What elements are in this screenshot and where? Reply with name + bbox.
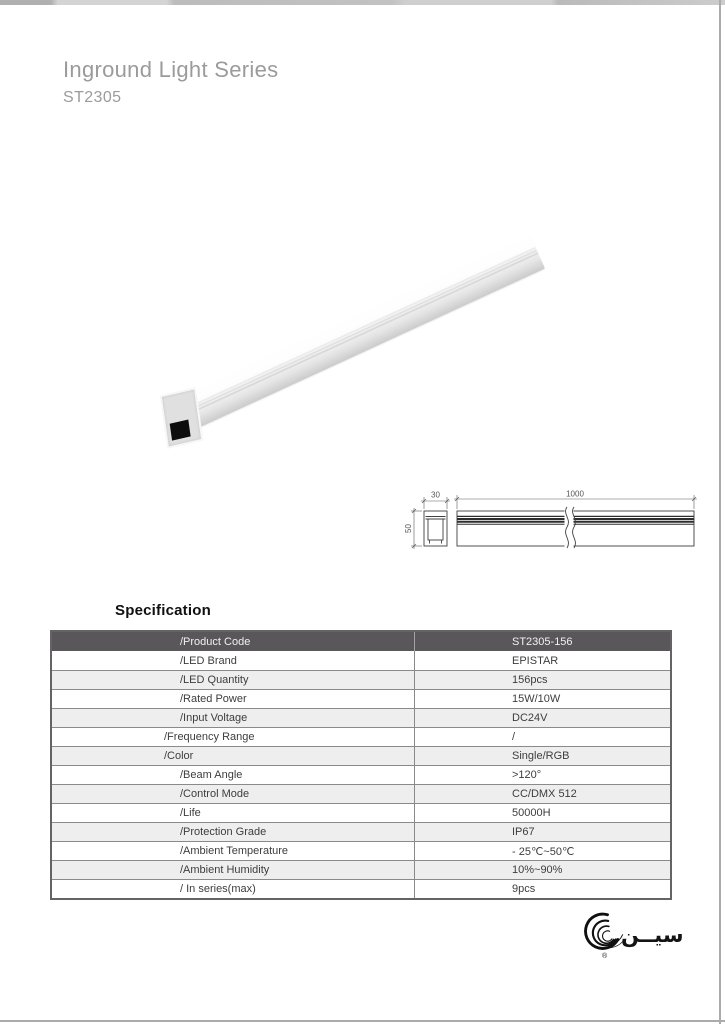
dim-height-label: 50 [404, 524, 413, 533]
brand-swirl-icon [580, 909, 624, 959]
top-decorative-strip [0, 0, 725, 5]
specification-table [50, 630, 672, 900]
spec-row-label: /LED Quantity [52, 671, 415, 689]
spec-row [52, 746, 670, 765]
spec-header-value: ST2305-156 [512, 635, 573, 648]
spec-row-value: 9pcs [512, 883, 536, 895]
brand-logo [580, 908, 690, 966]
spec-row-value: >120° [512, 769, 542, 781]
spec-row-label: /Ambient Humidity [52, 861, 415, 879]
spec-row-value: 15W/10W [512, 693, 561, 705]
spec-row-value: 50000H [512, 807, 551, 819]
spec-row-value: - 25℃~50℃ [512, 845, 575, 858]
specification-heading: Specification [115, 602, 211, 619]
spec-row-label: /Ambient Temperature [52, 842, 415, 860]
spec-row-label: /LED Brand [52, 651, 415, 670]
spec-row [52, 822, 670, 841]
spec-row [52, 784, 670, 803]
led-profile-channel-hole [170, 420, 191, 441]
brand-name-arabic: سيــن [621, 923, 684, 947]
spec-row-value: IP67 [512, 826, 535, 838]
spec-row-label: /Control Mode [52, 785, 415, 803]
spec-row-label: /Protection Grade [52, 823, 415, 841]
spec-row-label: /Frequency Range [52, 728, 415, 746]
spec-row-value: Single/RGB [512, 750, 570, 762]
spec-row [52, 651, 670, 670]
dim-length-label: 1000 [566, 489, 584, 499]
dim-width-label: 30 [431, 490, 440, 500]
spec-row-label: / In series(max) [52, 880, 415, 898]
spec-row-value: DC24V [512, 712, 548, 724]
spec-row-label: /Input Voltage [52, 709, 415, 727]
dimension-drawing [402, 478, 702, 563]
registered-trademark-symbol: ® [602, 953, 608, 960]
spec-row-label: /Rated Power [52, 690, 415, 708]
spec-row-label: /Life [52, 804, 415, 822]
product-model: ST2305 [63, 89, 122, 107]
spec-row-label: /Beam Angle [52, 766, 415, 784]
spec-row [52, 765, 670, 784]
spec-header-label: /Product Code [52, 632, 415, 651]
led-profile-endcap [160, 387, 204, 449]
spec-row-label: /Color [52, 747, 415, 765]
spec-row [52, 803, 670, 822]
page-edge-right [719, 0, 721, 1024]
title-block [63, 57, 278, 107]
spec-row [52, 879, 670, 898]
spec-header-row [52, 632, 670, 651]
led-profile-bar [173, 234, 545, 432]
spec-row-value: 156pcs [512, 674, 548, 686]
page-title: Inground Light Series [63, 57, 279, 82]
spec-row [52, 727, 670, 746]
spec-row-value: CC/DMX 512 [512, 788, 577, 800]
page-edge-bottom [0, 1020, 725, 1022]
spec-row [52, 841, 670, 860]
spec-row [52, 689, 670, 708]
spec-row [52, 860, 670, 879]
spec-row-value: / [512, 731, 516, 743]
spec-row [52, 708, 670, 727]
spec-row [52, 670, 670, 689]
spec-row-value: EPISTAR [512, 654, 559, 667]
spec-row-value: 10%~90% [512, 864, 563, 876]
spec-table-body [52, 651, 670, 898]
